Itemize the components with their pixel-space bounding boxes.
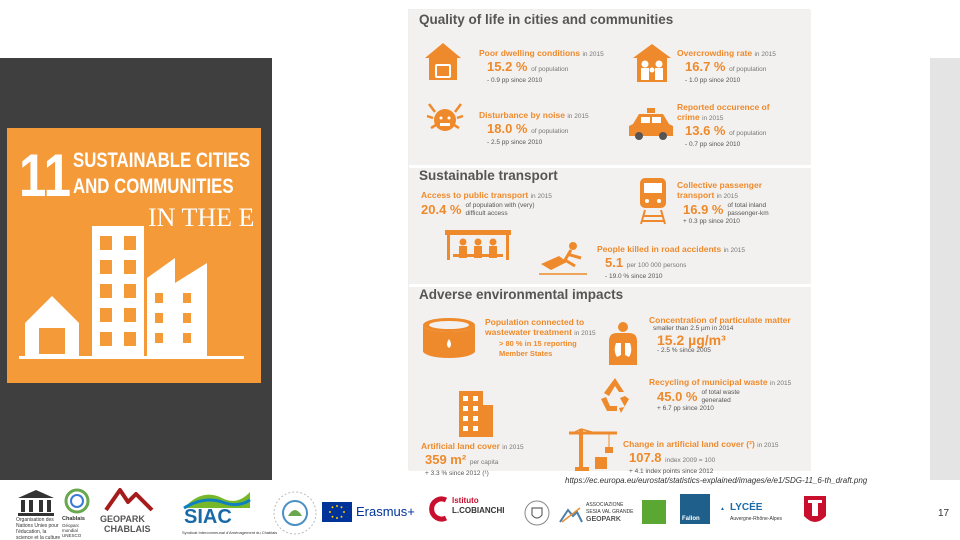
metric-year: in 2015 — [582, 51, 604, 58]
partner-logo-bar — [0, 484, 930, 540]
metric-year: in 2015 — [716, 193, 739, 200]
metric-unit: of population with (very) difficult access — [465, 202, 535, 217]
geopark-line1: GEOPARK — [100, 514, 145, 524]
section-sustainable-transport — [409, 168, 811, 284]
metric-label: Disturbance by noise — [479, 110, 565, 120]
metric-value: 16.9 % — [683, 202, 724, 217]
metric-label: People killed in road accidents — [597, 244, 722, 254]
geopark-line2: CHABLAIS — [104, 524, 151, 534]
metric-unit: of population — [531, 66, 569, 73]
unesco-logo — [12, 484, 60, 540]
metric-land-cover-change — [623, 439, 778, 476]
metric-value: 15.2 µg/m³ — [657, 332, 726, 348]
metric-label: Access to public transport — [421, 190, 529, 200]
metric-label: Concentration of particulate matter — [649, 315, 791, 325]
siac-logo — [178, 484, 278, 540]
sdg-overlay-text: IN THE E — [148, 203, 255, 232]
metric-road-accidents — [597, 244, 745, 281]
crane-icon — [565, 425, 619, 471]
siac-title: SIAC — [184, 506, 232, 528]
section-heading: Sustainable transport — [419, 168, 558, 183]
metric-label: Population connected to wastewater treatment — [485, 317, 585, 337]
metric-unit: of population — [729, 130, 767, 137]
metric-value: 5.1 — [605, 255, 624, 270]
lycee-mark-icon: ▲ — [720, 506, 725, 512]
section-quality-of-life — [409, 10, 811, 165]
metric-public-transport — [421, 190, 586, 218]
lungs-icon — [605, 321, 641, 365]
sesia-line3: GEOPARK — [586, 516, 621, 523]
unesco-subtitle: Organisation des Nations Unies pour l'éducation, la science et la culture — [16, 517, 61, 540]
sesia-mountain-icon — [558, 504, 584, 524]
metric-value: 45.0 % — [657, 389, 698, 404]
cobianchi-c-icon — [428, 496, 450, 522]
metric-change: - 19.0 % since 2010 — [605, 273, 663, 280]
section-heading: Adverse environmental impacts — [419, 287, 624, 302]
istituto-line1: Istituto — [452, 496, 479, 505]
metric-recycling — [649, 377, 791, 413]
sesia-line2: SESIA VAL GRANDE — [586, 509, 634, 515]
metric-label: Artificial land cover — [421, 441, 500, 451]
metric-crime — [677, 102, 787, 149]
crest-seal-logo — [522, 484, 552, 540]
unesco-temple-icon — [16, 488, 56, 516]
metric-wastewater — [485, 317, 605, 359]
metric-change: + 3.3 % since 2012 (¹) — [425, 470, 489, 477]
erasmus-eu-logo — [322, 484, 422, 540]
metric-value: 13.6 % — [685, 123, 726, 138]
sesia-line1: ASSOCIAZIONE — [586, 502, 624, 508]
sdg-title-line2: AND COMMUNITIES — [73, 175, 234, 198]
metric-unit: of population — [531, 128, 569, 135]
water-tank-icon — [421, 315, 477, 361]
metric-value: 107.8 — [629, 450, 662, 465]
fallon-title: Fallon — [682, 516, 700, 522]
chablais-title: Chablais — [62, 516, 85, 522]
sdg-tile — [7, 128, 261, 383]
metric-year: in 2015 — [754, 51, 776, 58]
istituto-cobianchi-logo — [428, 484, 512, 540]
metric-change: - 2.5 % since 2005 — [657, 347, 711, 354]
metric-year: in 2015 — [757, 442, 779, 449]
shield-icon — [802, 494, 828, 530]
sdg-title-line1: SUSTAINABLE CITIES — [73, 149, 251, 172]
lycee-title: LYCÉE — [730, 502, 763, 513]
red-shield-logo — [800, 484, 830, 540]
erasmus-title: Erasmus+ — [356, 504, 415, 519]
metric-change: + 0.3 pp since 2010 — [683, 218, 740, 225]
metric-label: Overcrowding rate — [677, 48, 753, 58]
police-car-icon — [627, 106, 675, 142]
infographic — [408, 9, 810, 477]
source-url[interactable]: https://ec.europa.eu/eurostat/statistics-explained/images/e/e1/SDG-11_6-th_draft.png — [565, 476, 868, 485]
geo-green-square — [642, 500, 666, 524]
sesia-val-grande-geopark-logo — [556, 484, 636, 540]
right-strip — [930, 58, 960, 480]
metric-year: in 2015 — [502, 444, 524, 451]
fallon-logo — [678, 484, 714, 540]
metric-label: Poor dwelling conditions — [479, 48, 581, 58]
metric-unit: per capita — [469, 459, 499, 466]
metric-label: Change in artificial land cover (²) — [623, 439, 755, 449]
accident-icon — [537, 236, 589, 276]
geo-square-logo — [640, 484, 670, 540]
metric-year: in 2015 — [574, 330, 596, 337]
metric-artificial-land — [421, 441, 524, 478]
metric-value: 20.4 % — [421, 202, 462, 217]
metric-change: + 6.7 pp since 2010 — [657, 405, 714, 412]
metric-label: Recycling of municipal waste — [649, 377, 768, 387]
metric-unit: of population — [729, 66, 767, 73]
chablais-subtitle: Géoparc mondial UNESCO — [62, 523, 82, 538]
siac-subtitle: Syndicat Intercommunal d'Aménagement du Chablais — [182, 530, 278, 535]
metric-unit: index 2009 = 100 — [665, 457, 716, 464]
metric-change: - 2.5 pp since 2010 — [487, 139, 543, 146]
metric-year: in 2015 — [530, 193, 552, 200]
metric-particulate-matter — [649, 315, 791, 355]
metric-year: in 2015 — [567, 113, 589, 120]
page-number: 17 — [938, 508, 950, 519]
chablais-circle-icon — [64, 488, 90, 514]
section-heading: Quality of life in cities and communities — [419, 12, 674, 27]
metric-year: in 2015 — [769, 380, 792, 387]
chablais-unesco-logo — [62, 484, 96, 540]
lycee-logo — [716, 484, 792, 540]
circular-seal-logo — [270, 484, 320, 540]
metric-value: 18.0 % — [487, 121, 528, 136]
metric-change: > 80 % in 15 reporting Member States — [499, 339, 577, 358]
train-icon — [637, 176, 669, 226]
sdg-title — [73, 148, 250, 200]
buildings-icon — [455, 387, 495, 439]
lycee-subtitle: Auvergne-Rhône-Alpes — [730, 516, 782, 522]
geopark-chablais-logo — [98, 484, 160, 540]
metric-year: smaller than 2.5 µm in 2014 — [653, 325, 734, 332]
geopark-mountain-icon — [104, 486, 154, 512]
noise-face-icon — [425, 98, 465, 138]
metric-overcrowding — [677, 48, 776, 85]
metric-change: - 1.0 pp since 2010 — [685, 77, 741, 84]
house-bucket-icon — [423, 40, 463, 82]
metric-value: 359 m² — [425, 452, 467, 467]
metric-unit: of total waste generated — [701, 389, 740, 404]
istituto-line2: L.COBIANCHI — [452, 506, 505, 515]
bus-stop-icon — [443, 228, 513, 262]
metric-unit: per 100 000 persons — [626, 262, 687, 269]
metric-change: - 0.9 pp since 2010 — [487, 77, 543, 84]
metric-change: + 4.1 index points since 2012 — [629, 468, 714, 475]
metric-change: - 0.7 pp since 2010 — [685, 141, 741, 148]
section-environmental-impacts — [409, 287, 811, 477]
metric-label: Collective passenger transport — [677, 180, 763, 200]
metric-year: in 2015 — [702, 115, 724, 122]
sdg-number: 11 — [19, 142, 72, 209]
metric-unit: of total inland passenger-km — [727, 202, 769, 217]
seal-icon — [272, 490, 318, 536]
crest-icon — [524, 500, 550, 526]
metric-collective-transport — [677, 180, 787, 226]
eu-flag-icon — [322, 502, 352, 522]
metric-label: Reported occurence of crime — [677, 102, 770, 122]
metric-year: in 2015 — [723, 247, 745, 254]
metric-noise — [479, 110, 589, 147]
metric-value: 15.2 % — [487, 59, 528, 74]
recycle-icon — [595, 375, 635, 415]
metric-value: 16.7 % — [685, 59, 726, 74]
metric-poor-dwelling — [479, 48, 604, 85]
family-house-icon — [631, 42, 673, 84]
